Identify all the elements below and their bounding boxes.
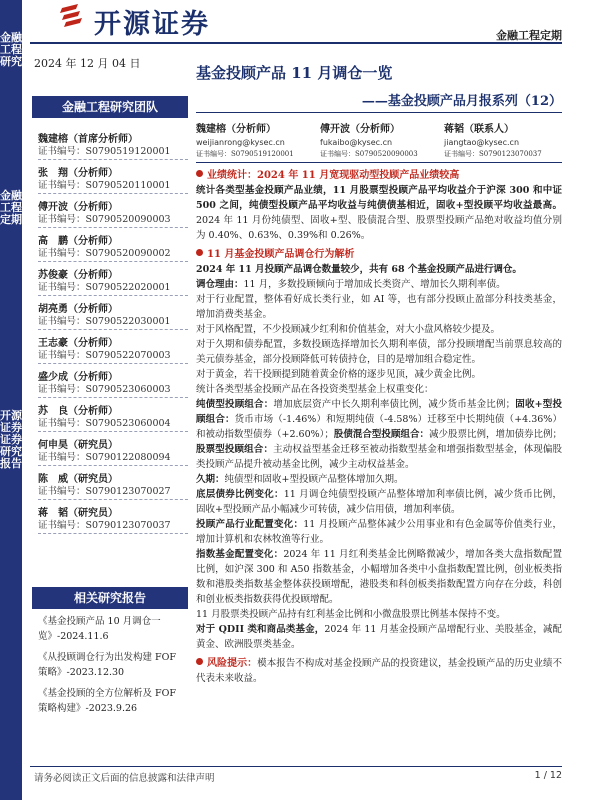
report-subtitle: ——基金投顾产品月报系列（12） xyxy=(361,94,562,109)
brand-logo xyxy=(60,2,240,40)
paragraph: 统计各类型基金投顾产品在各投资类型基金上权重变化： xyxy=(196,384,434,395)
analyst-cert: 证书编号：S0790122080094 xyxy=(38,452,171,463)
paragraph: 纯债型投顾组合：增加底层资产中长久期利率债比例，减少货币基金比例；固收+型投顾组合：货币市场（-1.46%）和短期纯债（-4.58%）迁移至中长期纯债（+4.36%）和被动指数型债券（+2.60%）；股债混合型投顾组合：减少股票比例，增加债券比例；股票型投顾组合：主动权益型基金迁移至被动指数型基金和增强指数型基金，体现偏股类投顾产品提升被动基金比例，减少主动权益基金。 xyxy=(196,399,562,470)
related-heading: 相关研究报告 xyxy=(32,587,188,609)
analyst-item xyxy=(38,160,188,194)
analyst-name: 高 鹏（分析师） xyxy=(38,236,118,247)
analyst-cert: 证书编号：S0790523060003 xyxy=(38,384,171,395)
header-divider xyxy=(30,42,562,44)
analyst-cert: 证书编号：S0790522030001 xyxy=(38,316,171,327)
analyst-cert: 证书编号：S0790522020001 xyxy=(38,282,171,293)
paragraph: 统计各类型基金投顾产品业绩，11 月股票型投顾产品平均收益介于沪深 300 和中证 500 之间，纯债型投顾产品平均收益与纯债债基相近，固收+型投顾平均收益最高。2024 年 11 月份纯债型、固收+型、股债混合型、股票型投顾产品绝对收益均值分别为 0.40%、0.63%、0.39%和 0.26%。 xyxy=(196,185,562,241)
paragraph: 对于黄金，若干投顾提到随着黄金价格的逐步见顶，减少黄金比例。 xyxy=(196,369,482,380)
author-item xyxy=(320,120,440,159)
paragraph: 对于行业配置，整体看好成长类行业，如 AI 等，也有部分投顾止盈部分科技类基金，增加消费类基金。 xyxy=(196,294,562,320)
paragraph: 调仓理由：11 月，多数投顾倾向于增加成长类资产、增加长久期利率债。 xyxy=(196,279,506,290)
paragraph: 久期：纯债型和固收+型投顾产品整体增加久期。 xyxy=(196,474,404,485)
analyst-list xyxy=(38,126,188,534)
analyst-item xyxy=(38,500,188,534)
author-name: 魏建榕（分析师） xyxy=(196,124,276,135)
report-category: 金融工程定期 xyxy=(496,29,562,42)
paragraph: 2024 年 11 月投顾产品调仓数量较少，共有 68 个基金投顾产品进行调仓。 xyxy=(196,264,522,275)
analyst-item xyxy=(38,432,188,466)
analyst-cert: 证书编号：S0790519120001 xyxy=(38,146,171,157)
bullet-icon xyxy=(196,658,203,665)
title-divider xyxy=(196,112,562,113)
vertical-label-research: 金融工程研究 xyxy=(0,31,22,68)
author-item xyxy=(444,120,564,159)
section-heading: 业绩统计：2024 年 11 月宽现驱动型投顾产品业绩较高 xyxy=(196,168,562,183)
analyst-item xyxy=(38,228,188,262)
brand-name: 开源证券 xyxy=(94,9,210,40)
analyst-item xyxy=(38,296,188,330)
analyst-item xyxy=(38,364,188,398)
paragraph: 指数基金配置变化：2024 年 11 月红利类基金比例略微减少，增加各类大盘指数配置比例，如沪深 300 和 A50 指数基金，小幅增加各类中小盘指数配置比例，创业板类指数和港股类指数基金整体获投顾增配，港股类和科创板类指数配置方向存在分歧，科创和创业板类指数获得优投顾增配。 xyxy=(196,549,562,605)
vertical-label-periodic: 金融工程定期 xyxy=(0,189,22,226)
related-report-link[interactable]: 《基金投顾产品 10 月调仓一览》-2024.11.6 xyxy=(38,616,161,642)
analyst-cert: 证书编号：S0790522070003 xyxy=(38,350,171,361)
analyst-name: 张 翔（分析师） xyxy=(38,168,118,179)
report-date: 2024 年 12 月 04 日 xyxy=(34,57,141,70)
analyst-cert: 证书编号：S0790520090003 xyxy=(38,214,171,225)
author-block xyxy=(196,120,562,160)
author-cert: 证书编号：S0790123070037 xyxy=(444,150,542,158)
section-heading: 11 月基金投顾产品调仓行为解析 xyxy=(196,247,562,262)
analyst-item xyxy=(38,194,188,228)
analyst-cert: 证书编号：S0790123070027 xyxy=(38,486,171,497)
analyst-name: 何申昊（研究员） xyxy=(38,440,118,451)
paragraph: 11 月股票类投顾产品持有红利基金比例和小微盘股票比例基本保持不变。 xyxy=(196,609,506,620)
author-item xyxy=(196,120,316,159)
summary-body xyxy=(196,168,562,686)
author-cert: 证书编号：S0790520090003 xyxy=(320,150,418,158)
author-cert: 证书编号：S0790519120001 xyxy=(196,150,294,158)
bullet-icon xyxy=(196,249,203,256)
analyst-name: 胡亮勇（分析师） xyxy=(38,304,118,315)
vertical-label-report: 开源证券 证券研究报告 xyxy=(0,409,22,470)
page-number: 1 / 12 xyxy=(534,770,562,781)
analyst-name: 魏建榕（首席分析师） xyxy=(38,134,138,145)
report-title: 基金投顾产品 11 月调仓一览 xyxy=(196,64,393,82)
disclaimer-note: 请务必阅读正文后面的信息披露和法律声明 xyxy=(34,773,215,784)
analyst-item xyxy=(38,466,188,500)
author-name: 蒋韬（联系人） xyxy=(444,124,514,135)
analyst-name: 苏俊豪（分析师） xyxy=(38,270,118,281)
analyst-cert: 证书编号：S0790520090002 xyxy=(38,248,171,259)
analyst-name: 王志豪（分析师） xyxy=(38,338,118,349)
analyst-item xyxy=(38,398,188,432)
author-email[interactable]: fukaibo@kysec.cn xyxy=(320,138,393,147)
paragraph: 投顾产品行业配置变化：11 月投顾产品整体减少公用事业和有色金属等价值类行业，增加计算机和农林牧渔等行业。 xyxy=(196,519,562,545)
paragraph: 底层债券比例变化：11 月调仓纯债型投顾产品整体增加利率债比例，减少货币比例，固收+型投顾产品小幅减少可转债，减少信用债，增加利率债。 xyxy=(196,489,562,515)
analyst-name: 傅开波（分析师） xyxy=(38,202,118,213)
paragraph: 对于 QDII 类和商品类基金，2024 年 11 月基金投顾产品增配行业、美股基金，减配黄金、欧洲股票类基金。 xyxy=(196,624,562,650)
paragraph: 对于久期和债券配置，多数投顾选择增加长久期利率债，部分投顾增配当前票息较高的美元债券基金，部分投顾降低可转债持仓，目的是增加组合稳定性。 xyxy=(196,339,562,365)
logo-mark-icon xyxy=(60,4,90,30)
analyst-name: 蒋 韬（研究员） xyxy=(38,508,118,519)
footer-divider xyxy=(30,766,562,767)
analyst-name: 盛少成（分析师） xyxy=(38,372,118,383)
analyst-name: 陈 威（研究员） xyxy=(38,474,118,485)
author-divider xyxy=(196,162,562,163)
analyst-item xyxy=(38,330,188,364)
related-report-link[interactable]: 《从投顾调仓行为出发构建 FOF 策略》-2023.12.30 xyxy=(38,652,176,678)
related-report-link[interactable]: 《基金投顾的全方位解析及 FOF 策略构建》-2023.9.26 xyxy=(38,688,176,714)
analyst-name: 苏 良（分析师） xyxy=(38,406,118,417)
side-color-bar xyxy=(0,0,22,800)
related-list xyxy=(38,614,188,722)
author-email[interactable]: weijianrong@kysec.cn xyxy=(196,138,285,147)
analyst-cert: 证书编号：S0790523060004 xyxy=(38,418,171,429)
author-email[interactable]: jiangtao@kysec.cn xyxy=(444,138,520,147)
risk-note: 风险提示：模本报告不构成对基金投顾产品的投资建议，基金投顾产品的历史业绩不代表未来收益。 xyxy=(196,658,562,684)
team-heading: 金融工程研究团队 xyxy=(32,96,188,118)
analyst-item xyxy=(38,262,188,296)
analyst-item xyxy=(38,126,188,160)
paragraph: 对于风格配置，不少投顾减少红利和价值基金，对大小盘风格较少提及。 xyxy=(196,324,501,335)
analyst-cert: 证书编号：S0790123070037 xyxy=(38,520,171,531)
author-name: 傅开波（分析师） xyxy=(320,124,400,135)
bullet-icon xyxy=(196,170,203,177)
analyst-cert: 证书编号：S0790520110001 xyxy=(38,180,171,191)
